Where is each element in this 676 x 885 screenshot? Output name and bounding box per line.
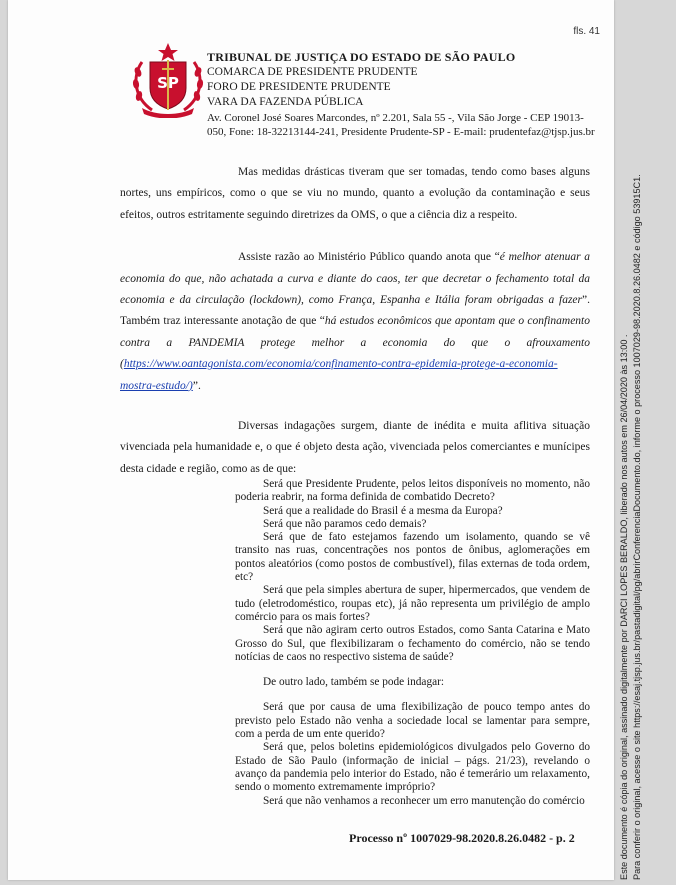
question-5: Será que pela simples abertura de super, hipermercados, que vendem de tudo (eletrodoméstico, roupas etc), já não representa um privilégio de amplo comércio para os mais fortes? [235, 584, 590, 623]
sao-paulo-coat-of-arms-logo [128, 42, 208, 118]
foro-name: FORO DE PRESIDENTE PRUDENTE [207, 81, 391, 93]
question-7: Será que por causa de uma flexibilização de pouco tempo antes do previsto pelo Estado não venha a sociedade local se lamentar para sempre, com a perda de um ente querido? [235, 701, 590, 741]
document-page [8, 0, 614, 880]
court-address: Av. Coronel José Soares Marcondes, nº 2.201, Sala 55 -, Vila São Jorge - CEP 19013-050, Fone: 18-32213144-241, Presidente Prudente-SP - E-mail: prudentefaz@tjsp.jus.br [207, 112, 595, 138]
process-number-footer: Processo nº 1007029-98.2020.8.26.0482 - p. 2 [349, 831, 575, 845]
paragraph-2-intro: Assiste razão ao Ministério Público quando anota que “ [238, 251, 500, 264]
question-6: Será que não agiram certo outros Estados, como Santa Catarina e Mato Grosso do Sul, que flexibilizaram o fechamento do comércio, não se tendo notícias de caos no respectivo sistema de saúde? [235, 624, 590, 663]
question-1: Será que Presidente Prudente, pelos leitos disponíveis no momento, não poderia reabrir, na forma definida de combatido Decreto? [235, 478, 590, 504]
questions-block [235, 478, 590, 808]
paragraph-2-quote-2: há estudos econômicos que apontam que o confinamento contra a PANDEMIA protege melhor a economia do que o afrouxamento ( [120, 315, 590, 371]
logo-letters: SP [157, 74, 179, 92]
paragraph-2-quote-1: é melhor atenuar a economia do que, não achatada a curva e diante do caos, ter que decretar o fechamento total da economia e da circulação (lockdown), como França, Espanha e Itália foram obrigadas a fazer [120, 251, 590, 307]
court-header [207, 50, 597, 139]
paragraph-3: Diversas indagações surgem, diante de inédita e muita aflitiva situação vivenciada pela humanidade e, o que é objeto desta ação, vivenciada pelos comerciantes e munícipes desta cidade e região, como as de que: [120, 420, 590, 475]
question-8: Será que, pelos boletins epidemiológicos divulgados pelo Governo do Estado de São Paulo (informação de inicial – págs. 21/23), revelando o avanço da pandemia pelo interior do Estado, não é temerário um relaxamento, sendo o momento extremamente impróprio? [235, 741, 590, 794]
source-link[interactable]: https://www.oantagonista.com/economia/confinamento-contra-epidemia-protege-a-economia-mostra-estudo/) [120, 358, 558, 392]
question-4: Será que de fato estejamos fazendo um isolamento, quando se vê transito nas ruas, concentrações nos pontos de ônibus, aglomerações em pontos aleatórios (como postos de combustível), filas externas de toda ordem, etc? [235, 531, 590, 584]
stamp-line-1: Este documento é cópia do original, assinado digitalmente por DARCI LOPES BERALDO, liberado nos autos em 26/04/2020 às 13:00 . [619, 334, 629, 880]
question-2: Será que a realidade do Brasil é a mesma da Europa? [263, 504, 503, 517]
paragraph-2 [120, 247, 590, 397]
page-number-label: fls. 41 [573, 26, 600, 37]
question-3: Será que não paramos cedo demais? [263, 517, 427, 530]
court-name: TRIBUNAL DE JUSTIÇA DO ESTADO DE SÃO PAULO [207, 50, 516, 64]
paragraph-2-middle: ”. Também traz interessante anotação de que “ [120, 294, 590, 328]
comarca-name: COMARCA DE PRESIDENTE PRUDENTE [207, 66, 418, 78]
question-9: Será que não venhamos a reconhecer um erro manutenção do comércio [263, 794, 585, 807]
stamp-line-2: Para conferir o original, acesse o site https://esaj.tjsp.jus.br/pastadigital/pg/abrirConferenciaDocumento.do, informe o processo 1007029-98.2020.8.26.0482 e código 53915C1. [632, 174, 642, 880]
paragraph-1: Mas medidas drásticas tiveram que ser tomadas, tendo como bases alguns nortes, uns empíricos, como o que se viu no mundo, quanto a evolução da contaminação e seus efeitos, outros estritamente seguindo diretrizes da OMS, o que a ciência diz a respeito. [120, 166, 590, 221]
document-body [120, 162, 590, 480]
digital-signature-stamp [618, 150, 674, 880]
paragraph-2-end: ”. [192, 379, 201, 392]
questions-transition: De outro lado, também se pode indagar: [263, 676, 445, 689]
vara-name: VARA DA FAZENDA PÚBLICA [207, 96, 364, 108]
